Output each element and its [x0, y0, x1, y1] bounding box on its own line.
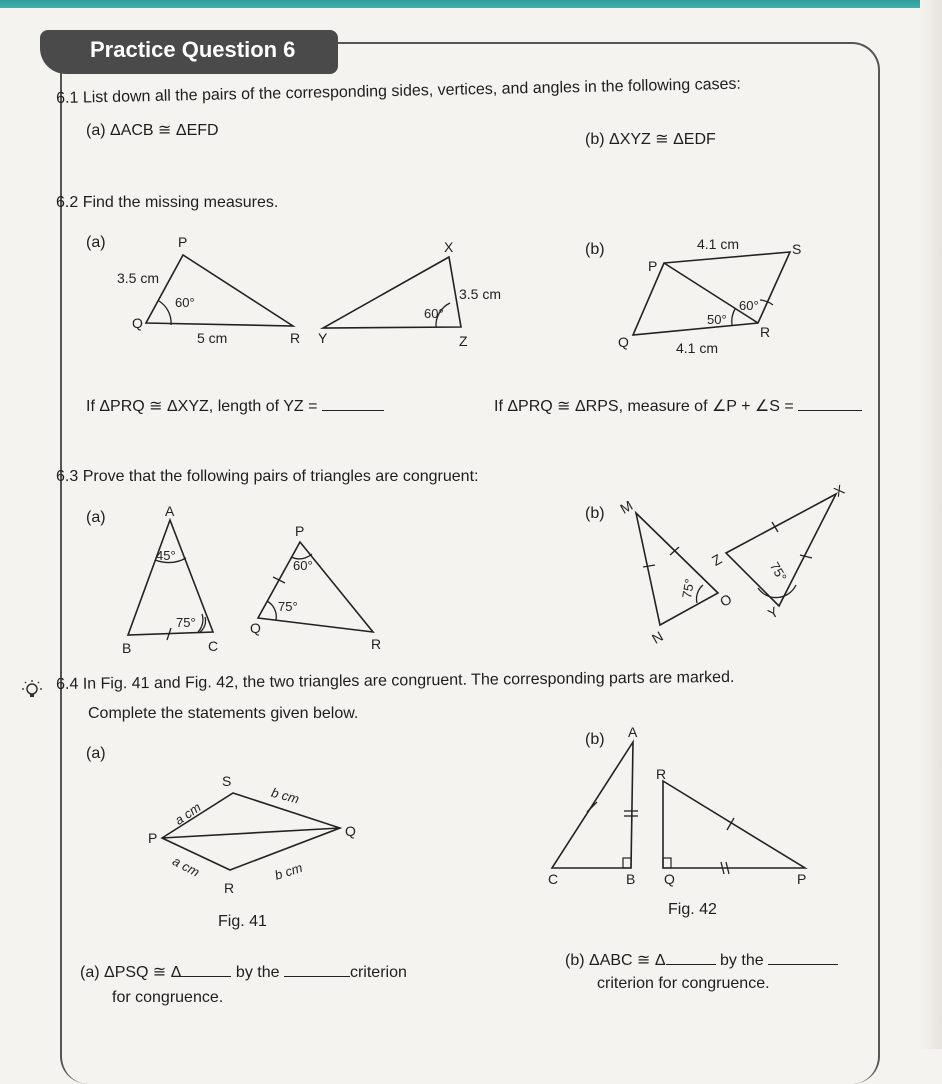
label-q2: Q — [618, 334, 629, 350]
label-q41: Q — [345, 823, 356, 839]
fig-6-3a-triangle-pqr — [258, 542, 373, 632]
q2-label-a: (a) — [86, 234, 106, 251]
label-q42: Q — [664, 871, 675, 887]
q2-answer-a-text: If ΔPRQ ≅ ΔXYZ, length of YZ = — [86, 398, 318, 415]
label-s41: S — [222, 773, 232, 789]
q2-answer-a-blank[interactable] — [322, 410, 384, 411]
lightbulb-icon — [22, 680, 42, 700]
q4-answer-b-line2: criterion for congruence. — [597, 975, 770, 992]
side-qr-length: 5 cm — [197, 330, 228, 346]
angle-r-50: 50° — [707, 312, 727, 327]
label-p2: P — [648, 258, 658, 274]
q4-text-line2: Complete the statements given below. — [88, 705, 359, 722]
label-c: C — [208, 638, 219, 654]
q4-answer-b-line1 — [565, 950, 838, 970]
q4-answer-b-text1: (b) ΔABC ≅ Δ — [565, 952, 666, 969]
label-n: N — [649, 627, 666, 647]
q4-answer-b-blank1[interactable] — [666, 964, 716, 965]
q2-answer-b-blank[interactable] — [798, 410, 862, 411]
label-p3: P — [295, 523, 305, 539]
side-qr-length-2: 4.1 cm — [676, 340, 719, 356]
q3-label-a: (a) — [86, 509, 106, 526]
angle-y-value: 75° — [766, 559, 790, 584]
q4-answer-a-blank1[interactable] — [181, 976, 231, 977]
angle-a-value: 45° — [156, 548, 176, 563]
label-p42: P — [797, 871, 807, 887]
label-s2: S — [792, 241, 802, 257]
fig-42-caption: Fig. 42 — [668, 901, 717, 918]
q4-label-a: (a) — [86, 745, 106, 762]
banner-title: Practice Question 6 — [90, 37, 296, 62]
angle-q-value: 60° — [175, 295, 195, 310]
q1-part-b: (b) ΔXYZ ≅ ΔEDF — [585, 131, 716, 148]
q4-answer-b-text2: by the — [720, 952, 764, 969]
angle-o-value: 75° — [679, 577, 698, 600]
q2-answer-b — [494, 396, 862, 416]
q1-text: 6.1 List down all the pairs of the corresponding sides, vertices, and angles in the following cases: — [56, 75, 742, 107]
side-rq-b-cm: b cm — [272, 859, 305, 883]
label-r2: R — [760, 324, 771, 340]
fig-6-3a-triangle-abc — [128, 520, 213, 640]
side-pq-length: 3.5 cm — [117, 270, 160, 286]
q4-answer-a-blank2[interactable] — [284, 976, 350, 977]
q2-answer-b-text: If ΔPRQ ≅ ΔRPS, measure of ∠P + ∠S = — [494, 398, 794, 415]
label-r42: R — [656, 766, 667, 782]
label-y: Y — [318, 330, 328, 346]
q1-part-a: (a) ΔACB ≅ ΔEFD — [86, 122, 219, 139]
label-z: Z — [459, 333, 468, 349]
label-p: P — [178, 234, 188, 250]
fig-41-caption: Fig. 41 — [218, 913, 267, 930]
label-r: R — [290, 330, 301, 346]
angle-q3-value: 75° — [278, 599, 298, 614]
label-q3: Q — [250, 620, 261, 636]
fig-6-3b-triangle-xyz — [726, 494, 836, 606]
q4-answer-a-text1: (a) ΔPSQ ≅ Δ — [80, 964, 182, 981]
q4-answer-b-blank2[interactable] — [768, 964, 838, 965]
angle-r-60: 60° — [739, 298, 759, 313]
label-p41: P — [148, 830, 158, 846]
q4-answer-a-text2: by the — [235, 964, 280, 981]
q2-label-b: (b) — [585, 241, 605, 258]
label-o: O — [717, 590, 735, 610]
label-r3: R — [371, 636, 382, 652]
label-r41: R — [224, 880, 235, 896]
side-xz-length: 3.5 cm — [459, 286, 502, 302]
q2-answer-a — [86, 396, 384, 416]
q2-text: 6.2 Find the missing measures. — [56, 194, 279, 211]
label-x: X — [444, 239, 454, 255]
side-sq-b-cm: b cm — [269, 784, 301, 807]
fig-42-triangles — [552, 742, 805, 874]
q3-text: 6.3 Prove that the following pairs of triangles are congruent: — [56, 468, 479, 485]
label-c42: C — [548, 871, 559, 887]
label-z4: Z — [709, 550, 725, 569]
fig-6-3b-triangle-mno — [636, 513, 718, 625]
label-m: M — [617, 497, 636, 517]
q4-text-line1: 6.4 In Fig. 41 and Fig. 42, the two triangles are congruent. The corresponding parts are marked. — [56, 668, 735, 693]
q4-answer-a-text3: criterion — [349, 964, 407, 981]
angle-p3-value: 60° — [293, 558, 313, 573]
angle-z-value: 60° — [424, 306, 444, 321]
angle-c-value: 75° — [176, 615, 196, 630]
label-y4: Y — [765, 603, 782, 622]
q4-answer-a-line2: for congruence. — [112, 989, 224, 1006]
label-q: Q — [132, 315, 143, 331]
label-a42: A — [628, 724, 638, 740]
side-ps-a-cm: a cm — [171, 799, 204, 828]
q4-answer-a-line1 — [80, 962, 407, 982]
fig-6-2a-triangle-pqr — [146, 255, 293, 326]
side-ps-length: 4.1 cm — [697, 236, 740, 252]
side-pr-a-cm: a cm — [170, 853, 203, 880]
q4-label-b: (b) — [585, 731, 605, 748]
label-b42: B — [626, 871, 636, 887]
label-a: A — [165, 503, 175, 519]
label-b: B — [122, 640, 132, 656]
label-x4: X — [831, 481, 848, 500]
q3-label-b: (b) — [585, 505, 605, 522]
